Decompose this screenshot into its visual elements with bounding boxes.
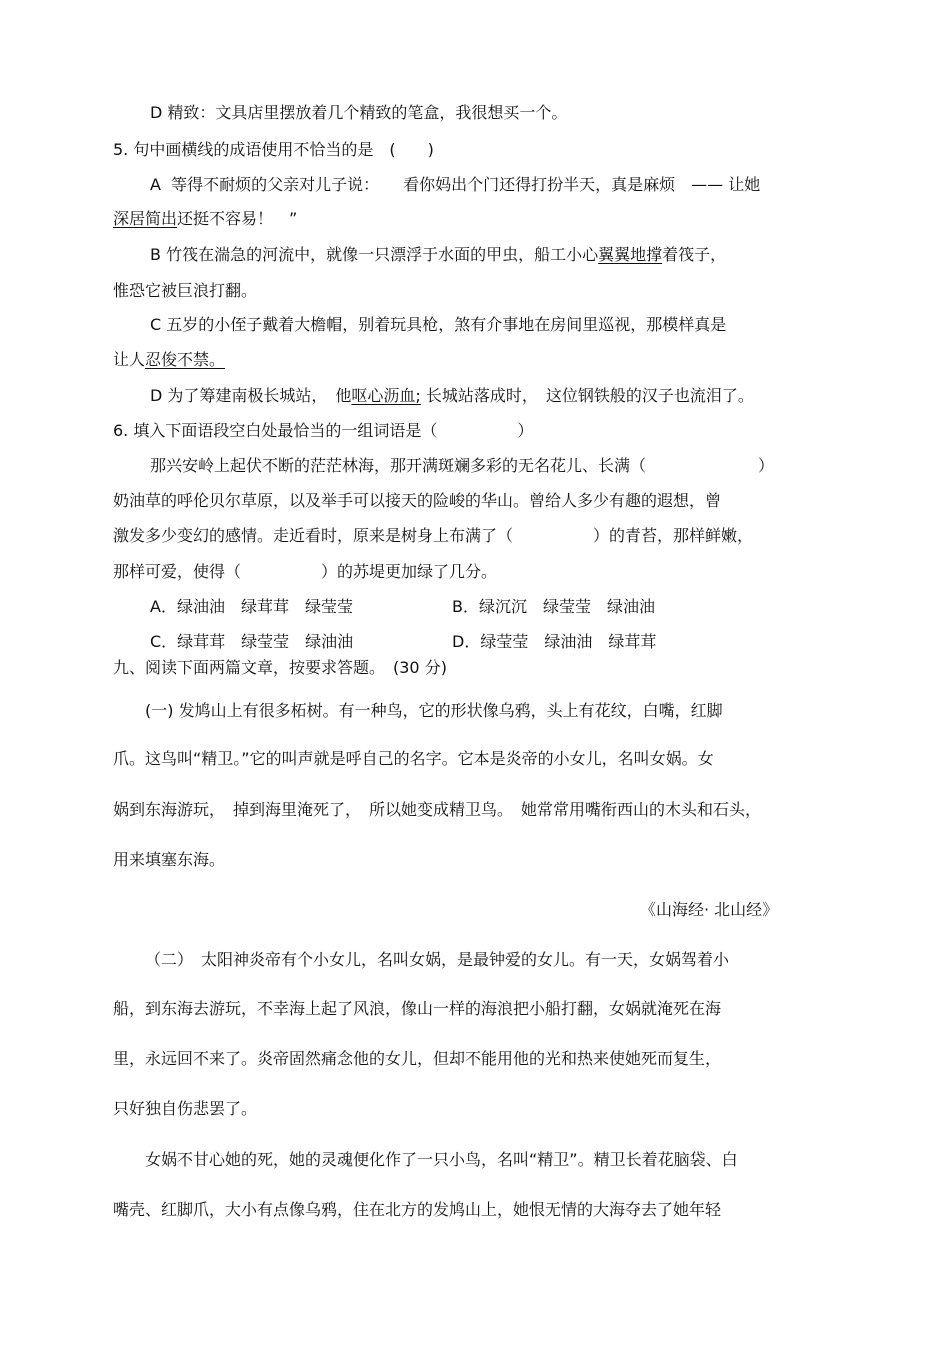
q6-passage-line1: 那兴安岭上起伏不断的茫茫林海，那开满斑斓多彩的无名花儿、长满（ ） — [150, 456, 775, 475]
q6-option-c: C．绿茸茸 绿莹莹 绿油油 — [150, 632, 354, 651]
passage-3-line1: 女娲不甘心她的死，她的灵魂便化作了一只小鸟，名叫“精卫”。精卫长着花脑袋、白 — [145, 1150, 738, 1169]
q5-option-b-line2: 惟恐它被巨浪打翻。 — [113, 281, 258, 300]
q5-option-c-pre: 让人 — [113, 350, 146, 369]
q5-option-c-line1: C 五岁的小侄子戴着大檐帽，别着玩具枪，煞有介事地在房间里巡视，那模样真是 — [150, 315, 727, 334]
passage-2-line1: （二） 太阳神炎帝有个小女儿，名叫女娲，是最钟爱的女儿。有一天，女娲驾着小 — [145, 950, 730, 969]
passage-1-line3: 娲到东海游玩， 掉到海里淹死了， 所以她变成精卫鸟。 她常常用嘴衔西山的木头和石头， — [113, 800, 762, 819]
q4-option-d: D 精致：文具店里摆放着几个精致的笔盒，我很想买一个。 — [150, 103, 568, 122]
q5-option-a-line2 — [113, 209, 297, 229]
underlined-idiom: 呕心沥血; — [351, 386, 421, 405]
q5-option-a-line1: A 等得不耐烦的父亲对儿子说： 看你妈出个门还得打扮半天，真是麻烦 —— 让她 — [150, 175, 761, 194]
passage-1-line4: 用来填塞东海。 — [113, 850, 226, 869]
passage-2-line2: 船，到东海去游玩，不幸海上起了风浪，像山一样的海浪把小船打翻，女娲就淹死在海 — [113, 999, 722, 1018]
passage-1-line1: (一) 发鸠山上有很多柘树。有一种鸟，它的形状像乌鸦，头上有花纹，白嘴，红脚 — [145, 701, 723, 720]
underlined-idiom: 翼翼地撑 — [598, 245, 663, 264]
q6-option-d: D．绿莹莹 绿油油 绿茸茸 — [452, 632, 657, 651]
underlined-idiom: 忍俊不禁。 — [145, 350, 226, 369]
q5-option-d — [150, 386, 754, 406]
passage-1-line2: 爪。这鸟叫“精卫。”它的叫声就是呼自己的名字。它本是炎帝的小女儿，名叫女娲。女 — [113, 749, 714, 768]
section-9-title: 九、阅读下面两篇文章，按要求答题。 (30 分) — [113, 658, 447, 677]
passage-3-line2: 嘴壳、红脚爪，大小有点像乌鸦，住在北方的发鸠山上，她恨无情的大海夺去了她年轻 — [113, 1200, 722, 1219]
underlined-idiom: 深居简出 — [113, 209, 178, 228]
q6-passage-line4: 那样可爱，使得（ ）的苏堤更加绿了几分。 — [113, 562, 498, 581]
q5-option-b-pre: B 竹筏在湍急的河流中，就像一只漂浮于水面的甲虫，船工小心 — [150, 245, 599, 264]
q5-title: 5. 句中画横线的成语使用不恰当的是 ( ) — [113, 140, 434, 159]
passage-2-line4: 只好独自伤悲罢了。 — [113, 1099, 258, 1118]
q6-option-a: A．绿油油 绿茸茸 绿莹莹 — [150, 597, 353, 616]
q5-option-c-line2 — [113, 350, 225, 370]
q6-title: 6. 填入下面语段空白处最恰当的一组词语是（ ） — [113, 421, 534, 440]
q5-option-d-pre: D 为了筹建南极长城站， 他 — [150, 386, 352, 405]
q5-option-a-rest: 还挺不容易！ ” — [177, 209, 298, 228]
q5-option-d-post: 长城站落成时， 这位钢铁般的汉子也流泪了。 — [420, 386, 754, 405]
q5-option-b-line1 — [150, 245, 726, 265]
passage-2-line3: 里，永远回不来了。炎帝固然痛念他的女儿，但却不能用他的光和热来使她死而复生， — [113, 1049, 722, 1068]
q6-passage-line2: 奶油草的呼伦贝尔草原，以及举手可以接天的险峻的华山。曾给人多少有趣的遐想，曾 — [113, 491, 722, 510]
q6-passage-line3: 激发多少变幻的感情。走近看时，原来是树身上布满了（ ）的青苔，那样鲜嫩， — [113, 526, 754, 545]
q6-option-b: B．绿沉沉 绿莹莹 绿油油 — [452, 597, 655, 616]
passage-1-source: 《山海经· 北山经》 — [640, 900, 779, 919]
q5-option-b-post: 着筏子， — [662, 245, 727, 264]
